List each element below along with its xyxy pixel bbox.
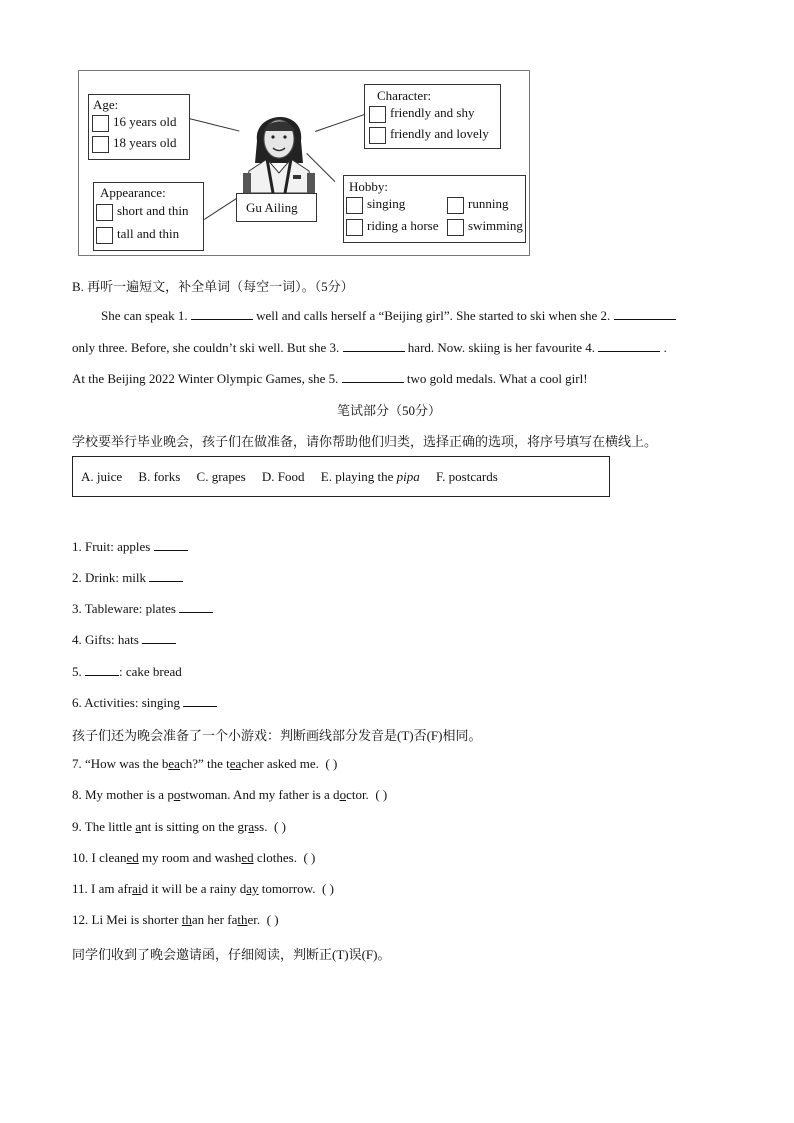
item-blank[interactable] xyxy=(149,569,183,582)
part-b-line-3: At the Beijing 2022 Winter Olympic Games, she 5. two gold medals. What a cool girl! xyxy=(72,371,588,386)
character-title: Character: xyxy=(377,88,432,103)
choice-b: B. forks xyxy=(138,469,181,484)
connector-line-age xyxy=(189,118,240,132)
hobby-option-riding[interactable]: riding a horse xyxy=(346,218,438,236)
answer-paren[interactable]: ( ) xyxy=(375,787,388,802)
choice-c: C. grapes xyxy=(196,469,246,484)
answer-blank-1[interactable] xyxy=(191,307,253,320)
answer-blank-5[interactable] xyxy=(342,370,404,383)
age-option-18[interactable]: 18 years old xyxy=(92,135,177,153)
checkbox[interactable] xyxy=(96,204,113,221)
connector-line-character xyxy=(315,114,364,132)
appearance-option-short[interactable]: short and thin xyxy=(96,203,189,221)
answer-blank-4[interactable] xyxy=(598,339,660,352)
written-section-title: 笔试部分（50分） xyxy=(337,403,442,418)
choice-e: E. playing the xyxy=(320,469,394,484)
instruction-classify: 学校要举行毕业晚会，孩子们在做准备，请你帮助他们归类，选择正确的选项，将序号填写在横线上。 xyxy=(72,434,658,449)
hobby-option-running[interactable]: running xyxy=(447,196,508,214)
checkbox[interactable] xyxy=(369,127,386,144)
answer-paren[interactable]: ( ) xyxy=(321,881,334,896)
name-box xyxy=(236,193,317,222)
choice-d: D. Food xyxy=(261,469,305,484)
answer-paren[interactable]: ( ) xyxy=(325,756,338,771)
item-blank[interactable] xyxy=(179,600,213,613)
character-box xyxy=(364,84,501,149)
checkbox[interactable] xyxy=(447,219,464,236)
hobby-option-singing[interactable]: singing xyxy=(346,196,405,214)
answer-paren[interactable]: ( ) xyxy=(266,912,279,927)
appearance-box xyxy=(93,182,204,251)
choice-e-italic: pipa xyxy=(396,469,420,484)
choices-box xyxy=(72,456,610,497)
choices-row xyxy=(81,469,498,485)
question-9: 9. The little ant is sitting on the grass. ( ) xyxy=(72,819,286,834)
item-blank[interactable] xyxy=(142,631,176,644)
appearance-title: Appearance: xyxy=(100,185,166,200)
question-10: 10. I cleaned my room and washed clothes. ( ) xyxy=(72,850,316,865)
question-8: 8. My mother is a postwoman. And my father is a doctor. ( ) xyxy=(72,787,388,802)
part-b-line-1: She can speak 1. well and calls herself a “Beijing girl”. She started to ski when she 2. xyxy=(101,307,676,324)
checkbox[interactable] xyxy=(346,219,363,236)
age-option-16[interactable]: 16 years old xyxy=(92,114,177,132)
item-5: 5. : cake bread xyxy=(72,664,182,679)
answer-blank-3[interactable] xyxy=(343,339,405,352)
part-b-heading: B. 再听一遍短文，补全单词（每空一词）。（5分） xyxy=(72,279,354,294)
hobby-box xyxy=(343,175,526,243)
question-11: 11. I am afraid it will be a rainy day tomorrow. ( ) xyxy=(72,881,334,896)
hobby-option-swimming[interactable]: swimming xyxy=(447,218,523,236)
choice-f: F. postcards xyxy=(435,469,498,484)
character-option-shy[interactable]: friendly and shy xyxy=(369,105,474,123)
hobby-title: Hobby: xyxy=(349,179,388,194)
answer-blank-2[interactable] xyxy=(614,307,676,320)
checkbox[interactable] xyxy=(92,136,109,153)
name-label: Gu Ailing xyxy=(246,200,298,215)
choice-a: A. juice xyxy=(81,469,123,484)
figure-gu-ailing xyxy=(78,70,530,256)
item-blank[interactable] xyxy=(183,694,217,707)
item-2: 2. Drink: milk xyxy=(72,569,183,586)
age-title: Age: xyxy=(93,97,119,112)
question-7: 7. “How was the beach?” the teacher asked me. ( ) xyxy=(72,756,338,771)
answer-paren[interactable]: ( ) xyxy=(274,819,286,834)
character-option-lovely[interactable]: friendly and lovely xyxy=(369,126,489,144)
question-12: 12. Li Mei is shorter than her father. ( ) xyxy=(72,912,279,927)
part-b-line-2: only three. Before, she couldn’t ski well. But she 3. hard. Now. skiing is her favourite 4. . xyxy=(72,340,667,355)
appearance-option-tall[interactable]: tall and thin xyxy=(96,226,179,244)
item-blank[interactable] xyxy=(85,663,119,676)
item-4: 4. Gifts: hats xyxy=(72,631,176,648)
item-6: 6. Activities: singing xyxy=(72,694,217,711)
checkbox[interactable] xyxy=(346,197,363,214)
item-1: 1. Fruit: apples xyxy=(72,538,188,555)
instruction-pronunciation: 孩子们还为晚会准备了一个小游戏：判断画线部分发音是(T)否(F)相同。 xyxy=(72,728,482,743)
answer-paren[interactable]: ( ) xyxy=(303,850,316,865)
checkbox[interactable] xyxy=(96,227,113,244)
checkbox[interactable] xyxy=(369,106,386,123)
checkbox[interactable] xyxy=(447,197,464,214)
portrait-image xyxy=(239,101,319,193)
age-box xyxy=(88,94,190,160)
item-3: 3. Tableware: plates xyxy=(72,600,213,617)
checkbox[interactable] xyxy=(92,115,109,132)
instruction-invitation: 同学们收到了晚会邀请函，仔细阅读，判断正(T)误(F)。 xyxy=(72,947,391,962)
item-blank[interactable] xyxy=(154,538,188,551)
